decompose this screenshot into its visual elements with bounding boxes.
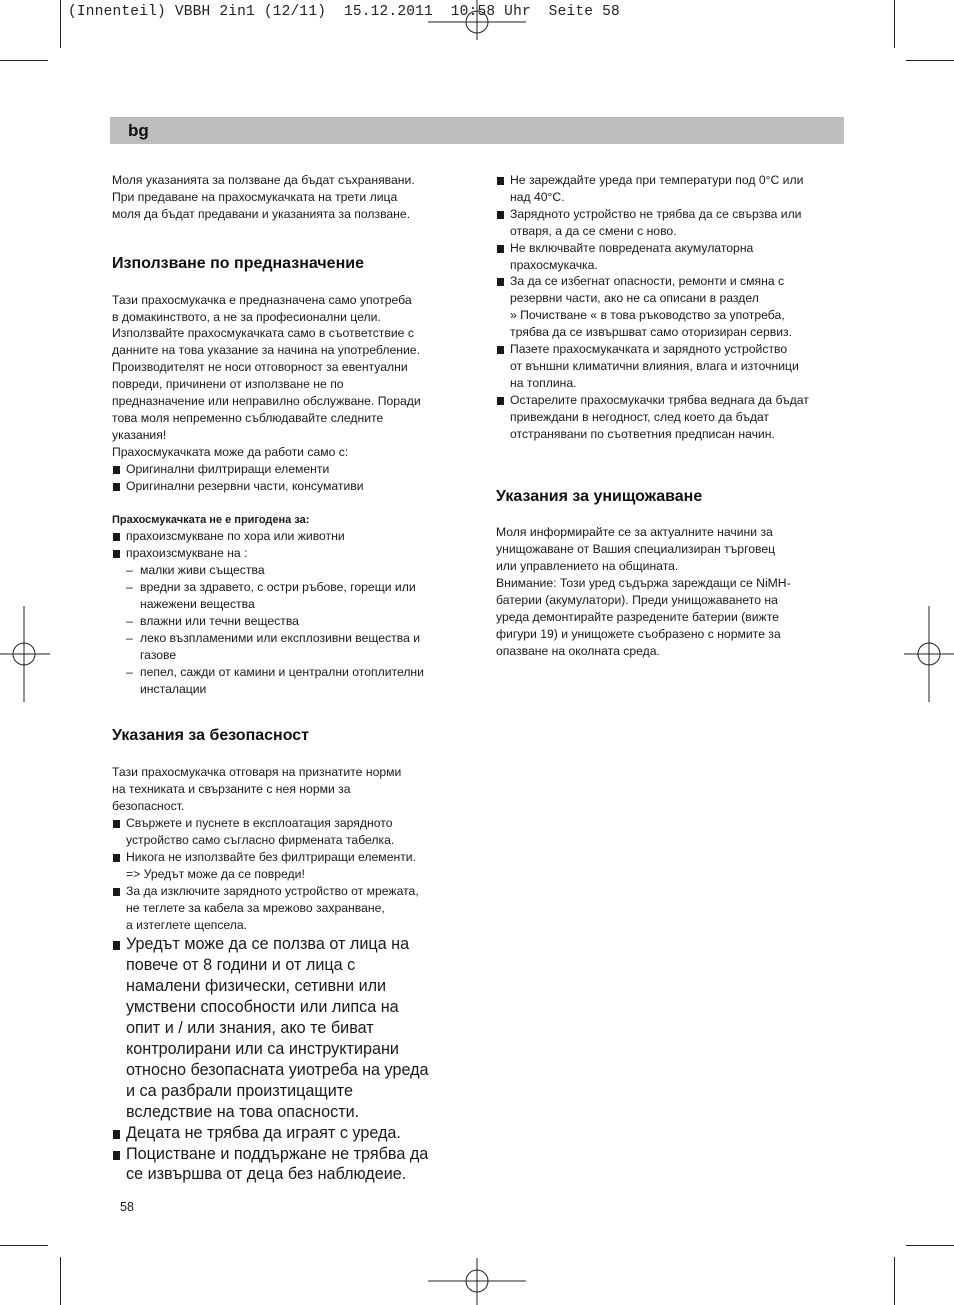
safety-text: Тази прахосмукачка отговаря на признатите норми на техниката и свързаните с нея норми за безопасност.	[112, 765, 402, 814]
list-item: – вредни за здравето, с остри ръбове, горещи или нажежени вещества	[126, 579, 462, 613]
not-suitable-list	[112, 528, 462, 562]
list-item: За да се избегнат опасности, ремонти и смяна с резервни части, ако не са описани в раздел » Почистване « в това ръководство за употреба, трябва да се извършват само оторизиран сервиз.	[496, 273, 846, 341]
safety-list-continued	[496, 172, 846, 443]
crop-mark	[0, 1245, 48, 1246]
crop-mark	[60, 0, 61, 48]
left-column	[112, 172, 462, 1185]
crop-mark	[894, 1257, 895, 1305]
list-item: Не зареждайте уреда при температури под 0°С или над 40°С.	[496, 172, 846, 206]
safety-heading: Указания за безопасност	[112, 727, 309, 745]
crop-mark	[0, 60, 48, 61]
registration-mark-bottom	[428, 1258, 526, 1305]
crop-mark	[906, 1245, 954, 1246]
list-item: Зарядното устройство не трябва да се свързва или отваря, а да се смени с ново.	[496, 206, 846, 240]
safety-large-list	[112, 934, 462, 1185]
list-item: прахоизсмукване на :	[112, 545, 462, 562]
print-header: (Innenteil) VBBH 2in1 (12/11) 15.12.2011 10:58 Uhr Seite 58	[68, 4, 620, 20]
list-item: Поцистване и поддържане не трябва да се извършва от деца без наблюдеие.	[112, 1144, 462, 1186]
list-item: прахоизсмукване по хора или животни	[112, 528, 462, 545]
registration-mark-left	[0, 606, 50, 702]
page-number: 58	[120, 1200, 134, 1214]
list-item: Уредът може да се ползва от лица на повече от 8 години и от лица с намалени физически, сетивни или умствени способности или липса на опит и / или знания, ако те биват контролирани или са инструктирани относно безопасната уиотреба на уреда и са разбрали произтицащите вследствие на това опасности.	[112, 934, 462, 1122]
list-item: Остарелите прахосмукачки трябва веднага да бъдат привеждани в негодност, след което да бъдат отстранявани по съответния предписан начин.	[496, 392, 846, 443]
disposal-heading: Указания за унищожаване	[496, 487, 703, 505]
list-item: Оригинални филтриращи елементи	[112, 461, 462, 478]
intended-use-text: Тази прахосмукачка е предназначена само употреба в домакинството, а не за професионални цели. Използвайте прахосмукачката само в съответствие с данните на това указание за начина на употребление. Производителят не носи отговорност за евентуални повреди, причинени от използване не по предназначение или неправилно обслужване. Поради това моля непременно съблюдавайте следните указания!	[112, 292, 421, 442]
language-bar	[110, 117, 844, 144]
crop-mark	[894, 0, 895, 48]
list-item: Пазете прахосмукачката и зарядното устройство от външни климатични влияния, влага и източници на топлина.	[496, 341, 846, 392]
disposal-text: Моля информирайте се за актуалните начини за унищожаване от Вашия специализиран търговец или управлението на общината. Внимание: Този уред съдържа зареждащи се NiMH- батерии (акумулатори). Преди унищожаването на уреда демонтирайте разредените батерии (вижте фигури 19) и унищожете съобразено с нормите за опазване на околната среда.	[496, 525, 791, 658]
registration-mark-right	[904, 606, 954, 702]
list-item: – малки живи същества	[126, 562, 462, 579]
list-item: – влажни или течни вещества	[126, 613, 462, 630]
list-item: – леко възпламеними или експлозивни вещества и газове	[126, 630, 462, 664]
intro-text: Моля указанията за ползване да бъдат съхранявани. При предаване на прахосмукачката на трети лица моля да бъдат предавани и указанията за ползване.	[112, 173, 415, 221]
safety-list	[112, 815, 462, 933]
list-item: Свържете и пуснете в експлоатация зарядното устройство само съгласно фирмената табелка.	[112, 815, 462, 849]
only-with-text: Прахосмукачката може да работи само с:	[112, 444, 349, 459]
list-item: Никога не използвайте без филтриращи елементи. => Уредът може да се повреди!	[112, 849, 462, 883]
right-column	[496, 172, 846, 660]
crop-mark	[906, 60, 954, 61]
registration-mark-top	[428, 0, 526, 40]
list-item: Оригинални резервни части, консумативи	[112, 478, 462, 495]
list-item: – пепел, сажди от камини и централни отоплителни инсталации	[126, 664, 462, 698]
allowed-parts-list	[112, 461, 462, 495]
not-suitable-heading: Прахосмукачката не е пригодена за:	[112, 513, 310, 526]
list-item: За да изключите зарядното устройство от мрежата, не теглете за кабела за мрежово захранване, а изтеглете щепсела.	[112, 883, 462, 934]
substances-list	[112, 562, 462, 697]
crop-mark	[60, 1257, 61, 1305]
intended-use-heading: Използване по предназначение	[112, 254, 364, 272]
language-code: bg	[128, 121, 149, 140]
list-item: Не включвайте повредената акумулаторна прахосмукачка.	[496, 240, 846, 274]
list-item: Децата не трябва да играят с уреда.	[112, 1123, 462, 1144]
